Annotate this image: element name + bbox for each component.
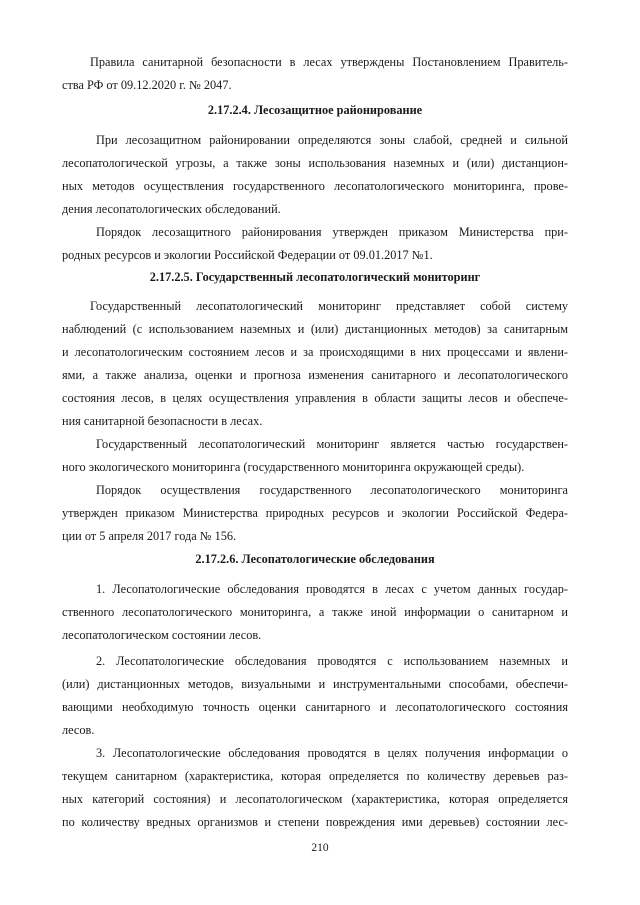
section-heading-2-17-2-6: 2.17.2.6. Лесопатологические обследования bbox=[195, 552, 435, 566]
text-line: вающими необходимую точность оценки санитарного и лесопатологического состояния bbox=[62, 700, 568, 714]
text-line: и лесопатологическим состоянием лесов и за происходящими в них процессами и явлени- bbox=[62, 345, 568, 359]
text-line: лесопатологической угрозы, а также зоны использования наземных и (или) дистанцион- bbox=[62, 156, 568, 170]
text-line: дения лесопатологических обследований. bbox=[62, 202, 281, 216]
page-number: 210 bbox=[311, 842, 329, 854]
text-line: Порядок осуществления государственного лесопатологического мониторинга bbox=[96, 483, 568, 497]
text-line: Государственный лесопатологический мониторинг представляет собой систему bbox=[90, 299, 568, 313]
text-line: наблюдений (с использованием наземных и (или) дистанционных методов) за санитарным bbox=[62, 322, 568, 336]
text-line: ции от 5 апреля 2017 года № 156. bbox=[62, 529, 237, 543]
text-line: Правила санитарной безопасности в лесах утверждены Постановлением Правитель- bbox=[90, 55, 568, 69]
text-line: ственного лесопатологического мониторинга, а также иной информации о санитарном и bbox=[62, 605, 568, 619]
text-line: ных методов осуществления государственного лесопатологического мониторинга, прове- bbox=[62, 179, 568, 193]
text-line: При лесозащитном районировании определяются зоны слабой, средней и сильной bbox=[96, 133, 568, 147]
section-heading-2-17-2-5: 2.17.2.5. Государственный лесопатологический мониторинг bbox=[149, 270, 481, 284]
text-line: Государственный лесопатологический мониторинг является частью государствен- bbox=[96, 437, 568, 451]
text-line: утвержден приказом Министерства природных ресурсов и экологии Российской Федера- bbox=[62, 506, 568, 520]
text-line: ного экологического мониторинга (государственного мониторинга окружающей среды). bbox=[62, 460, 525, 474]
text-line: по количеству вредных организмов и степени повреждения ими деревьев) состоянии лес- bbox=[62, 815, 568, 829]
text-line: ства РФ от 09.12.2020 г. № 2047. bbox=[62, 78, 232, 92]
text-line: 3. Лесопатологические обследования проводятся в целях получения информации о bbox=[96, 746, 568, 760]
text-line: 1. Лесопатологические обследования проводятся в лесах с учетом данных государ- bbox=[96, 582, 568, 596]
text-line: ния санитарной безопасности в лесах. bbox=[62, 414, 263, 428]
text-line: 2. Лесопатологические обследования проводятся с использованием наземных и bbox=[96, 654, 568, 668]
text-line: лесопатологическом состоянии лесов. bbox=[62, 628, 262, 642]
text-line: (или) дистанционных методов, визуальными и инструментальными способами, обеспечи- bbox=[62, 677, 568, 691]
section-heading-2-17-2-4: 2.17.2.4. Лесозащитное районирование bbox=[207, 103, 423, 117]
text-line: ями, а также анализа, оценки и прогноза изменения санитарного и лесопатологического bbox=[62, 368, 568, 382]
text-line: ных категорий состояния) и лесопатологическом (характеристика, которая определяется bbox=[62, 792, 568, 806]
text-line: лесов. bbox=[62, 723, 95, 737]
text-line: Порядок лесозащитного районирования утвержден приказом Министерства при- bbox=[96, 225, 568, 239]
text-line: текущем санитарном (характеристика, которая определяется по количеству деревьев раз- bbox=[62, 769, 568, 783]
text-line: состояния лесов, в целях осуществления управления в области защиты лесов и обеспече- bbox=[62, 391, 568, 405]
text-line: родных ресурсов и экологии Российской Федерации от 09.01.2017 №1. bbox=[62, 248, 433, 262]
